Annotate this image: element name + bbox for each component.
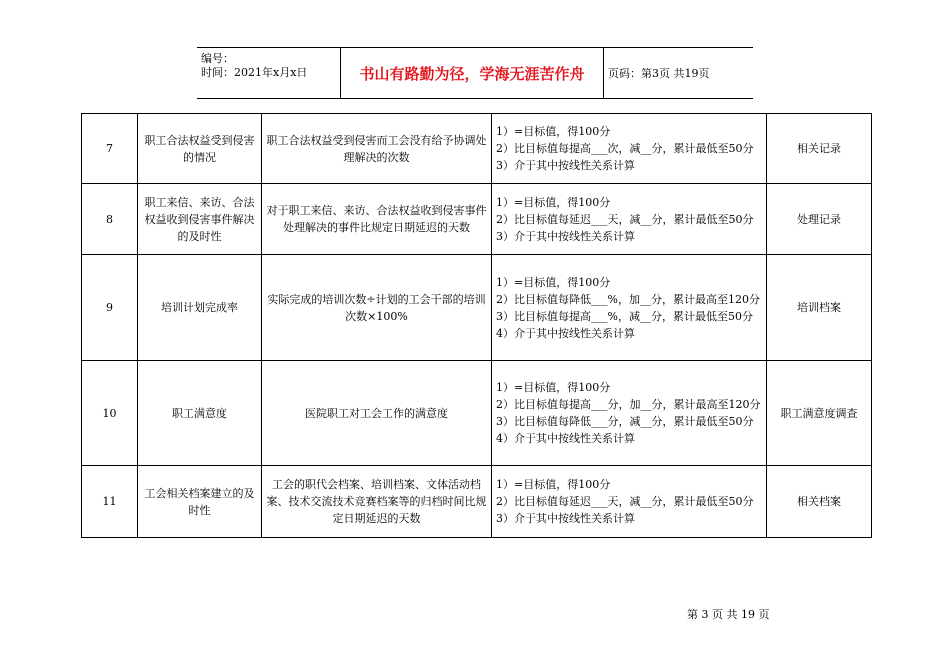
- doc-time-label: 时间：2021年x月x日: [201, 66, 308, 79]
- data-source: 相关记录: [767, 114, 872, 184]
- table-row: [82, 114, 872, 184]
- row-number: 11: [82, 466, 138, 538]
- scoring-line: 2）比目标值每提高___次，减__分，累计最低至50分: [496, 142, 754, 155]
- header-meta: [197, 48, 340, 98]
- scoring-standard: [492, 255, 767, 361]
- table-row: [82, 361, 872, 466]
- scoring-line: 4）介于其中按线性关系计算: [496, 326, 635, 340]
- scoring-line: 3）比目标值每提高___%，减__分，累计最低至50分: [496, 309, 753, 323]
- scoring-line: 2）比目标值每延迟___天，减__分，累计最低至50分: [496, 495, 754, 508]
- header-page-code: 页码：第3页 共19页: [608, 67, 710, 80]
- data-source: 处理记录: [767, 184, 872, 255]
- row-number: 9: [82, 255, 138, 361]
- row-number: 7: [82, 114, 138, 184]
- data-source: 培训档案: [767, 255, 872, 361]
- indicator-name: 职工合法权益受到侵害的情况: [138, 114, 262, 184]
- indicator-name: 职工来信、来访、合法权益收到侵害事件解决的及时性: [138, 184, 262, 255]
- indicator-name: 培训计划完成率: [138, 255, 262, 361]
- doc-number-label: 编号：: [201, 52, 234, 65]
- scoring-line: 3）介于其中按线性关系计算: [496, 512, 635, 525]
- header-divider: [603, 48, 604, 98]
- row-number: 8: [82, 184, 138, 255]
- scoring-standard: [492, 114, 767, 184]
- row-number: 10: [82, 361, 138, 466]
- data-source: 相关档案: [767, 466, 872, 538]
- scoring-standard: [492, 466, 767, 538]
- table-row: [82, 184, 872, 255]
- scoring-line: 2）比目标值每延迟___天，减__分，累计最低至50分: [496, 212, 754, 226]
- scoring-line: 4）介于其中按线性关系计算: [496, 432, 635, 445]
- table-row: [82, 255, 872, 361]
- scoring-line: 1）=目标值，得100分: [496, 125, 611, 138]
- scoring-line: 3）介于其中按线性关系计算: [496, 159, 635, 172]
- scoring-line: 1）=目标值，得100分: [496, 478, 611, 491]
- page-header: [197, 47, 753, 99]
- scoring-line: 1）=目标值，得100分: [496, 195, 611, 209]
- indicator-definition: 工会的职代会档案、培训档案、文体活动档案、技术交流技术竞赛档案等的归档时间比规定日期延迟的天数: [262, 466, 492, 538]
- indicator-definition: 医院职工对工会工作的满意度: [262, 361, 492, 466]
- indicator-definition: 实际完成的培训次数÷计划的工会干部的培训次数×100%: [262, 255, 492, 361]
- scoring-standard: [492, 361, 767, 466]
- scoring-line: 2）比目标值每降低___%，加__分，累计最高至120分: [496, 292, 760, 306]
- indicator-definition: 对于职工来信、来访、合法权益收到侵害事件处理解决的事件比规定日期延迟的天数: [262, 184, 492, 255]
- scoring-line: 3）介于其中按线性关系计算: [496, 229, 635, 243]
- kpi-table: [81, 113, 872, 538]
- indicator-name: 工会相关档案建立的及时性: [138, 466, 262, 538]
- scoring-line: 2）比目标值每提高___分，加__分，累计最高至120分: [496, 398, 761, 411]
- indicator-definition: 职工合法权益受到侵害而工会没有给予协调处理解决的次数: [262, 114, 492, 184]
- header-motto: 书山有路勤为径，学海无涯苦作舟: [359, 64, 585, 83]
- scoring-line: 3）比目标值每降低___分，减__分，累计最低至50分: [496, 415, 754, 428]
- page-footer: 第 3 页 共 19 页: [687, 608, 770, 621]
- scoring-standard: [492, 184, 767, 255]
- indicator-name: 职工满意度: [138, 361, 262, 466]
- scoring-line: 1）=目标值，得100分: [496, 381, 611, 394]
- data-source: 职工满意度调查: [767, 361, 872, 466]
- scoring-line: 1）=目标值，得100分: [496, 275, 611, 289]
- table-row: [82, 466, 872, 538]
